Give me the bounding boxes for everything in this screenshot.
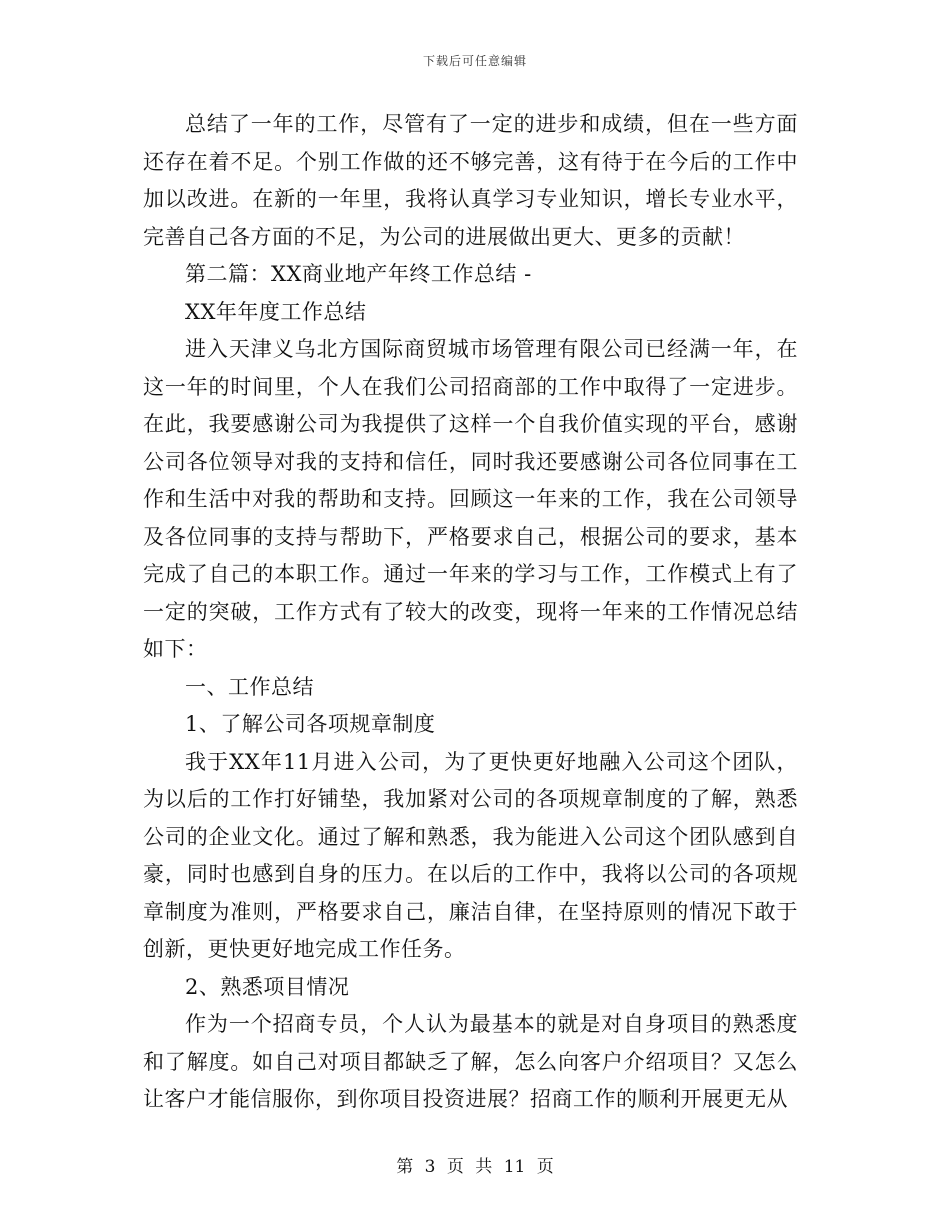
page-number-footer: 第 3 页 共 11 页 xyxy=(396,1157,554,1177)
page-header: 下载后可任意编辑 xyxy=(422,54,527,68)
document-body xyxy=(143,106,798,1119)
section-title-part-two: 第二篇：XX商业地产年终工作总结 - xyxy=(185,262,532,286)
paragraph-company-rules: 我于XX年11月进入公司，为了更快更好地融入公司这个团队，为以后的工作打好铺垫，我加紧对公司的各项规章制度的了解，熟悉公司的企业文化。通过了解和熟悉，我为能进入公司这个团队感到自豪，同时也感到自身的压力。在以后的工作中，我将以公司的各项规章制度为准则，严格要求自己，廉洁自律，在坚持原则的情况下敢于创新，更快更好地完成工作任务。 xyxy=(143,749,798,961)
document-subtitle: XX年年度工作总结 xyxy=(185,299,367,324)
heading-project-familiarity: 2、熟悉项目情况 xyxy=(185,974,350,999)
paragraph-summary-closing: 总结了一年的工作，尽管有了一定的进步和成绩，但在一些方面还存在着不足。个别工作做的还不够完善，这有待于在今后的工作中加以改进。在新的一年里，我将认真学习专业知识，增长专业水平，完善自己各方面的不足，为公司的进展做出更大、更多的贡献！ xyxy=(143,112,798,249)
paragraph-project-familiarity: 作为一个招商专员，个人认为最基本的就是对自身项目的熟悉度和了解度。如自己对项目都缺乏了解，怎么向客户介绍项目？又怎么让客户才能信服你，到你项目投资进展？招商工作的顺利开展更无从 xyxy=(143,1012,798,1111)
paragraph-introduction: 进入天津义乌北方国际商贸城市场管理有限公司已经满一年，在这一年的时间里，个人在我们公司招商部的工作中取得了一定进步。在此，我要感谢公司为我提供了这样一个自我价值实现的平台，感谢公司各位领导对我的支持和信任，同时我还要感谢公司各位同事在工作和生活中对我的帮助和支持。回顾这一年来的工作，我在公司领导及各位同事的支持与帮助下，严格要求自己，根据公司的要求，基本完成了自己的本职工作。通过一年来的学习与工作，工作模式上有了一定的突破，工作方式有了较大的改变，现将一年来的工作情况总结如下： xyxy=(143,337,798,661)
heading-work-summary: 一、工作总结 xyxy=(185,674,314,699)
heading-company-rules: 1、了解公司各项规章制度 xyxy=(185,712,436,736)
